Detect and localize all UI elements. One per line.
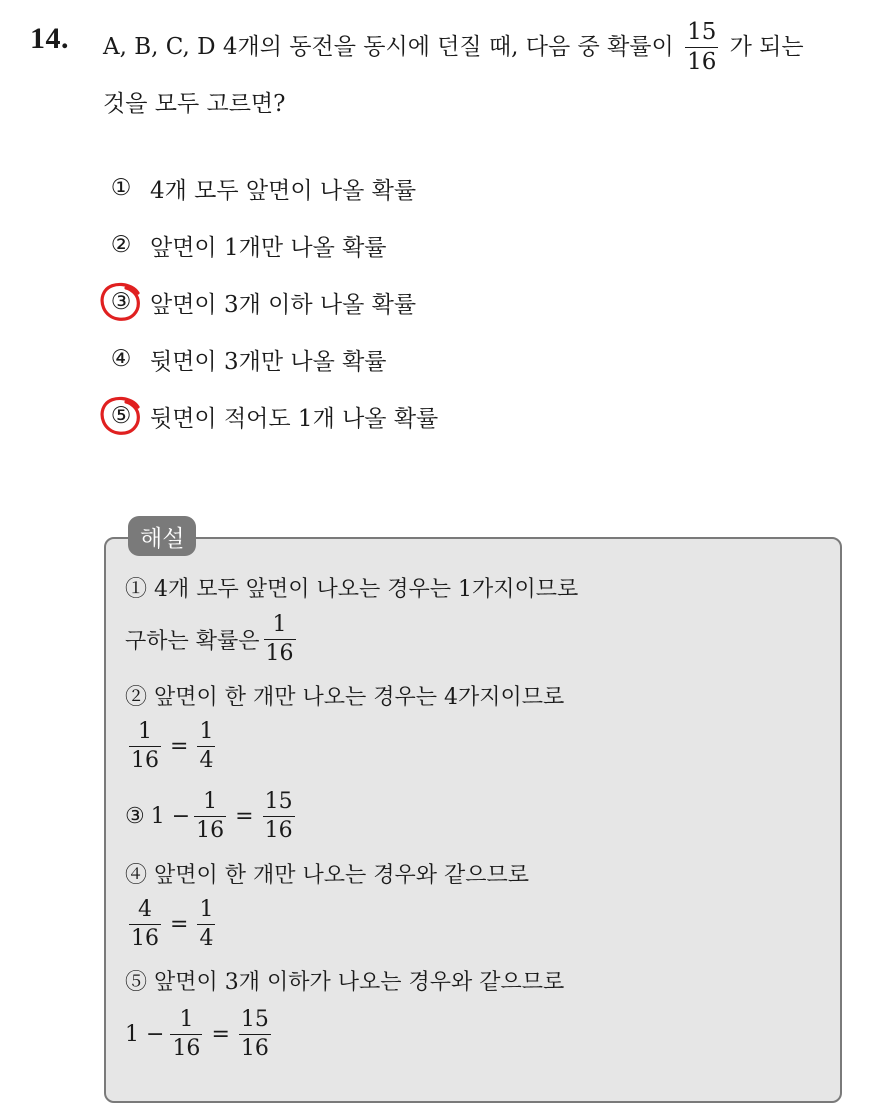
solution-line-5: ⑤ 앞면이 3개 이하가 나오는 경우와 같으므로 bbox=[125, 970, 565, 995]
fraction-numerator: 4 bbox=[138, 897, 152, 922]
solution-line-1b bbox=[125, 613, 300, 666]
fraction-denominator: 16 bbox=[131, 926, 159, 952]
fraction-denominator: 16 bbox=[265, 641, 294, 667]
choice-2[interactable] bbox=[104, 225, 387, 265]
fraction-denominator: 4 bbox=[199, 926, 214, 952]
choice-3-text: 앞면이 3개 이하 나올 확률 bbox=[150, 291, 417, 318]
solution-line-2: ② 앞면이 한 개만 나오는 경우는 4가지이므로 bbox=[125, 685, 565, 710]
eq-fraction-a bbox=[129, 898, 161, 951]
solution-1b-fraction bbox=[264, 613, 296, 666]
fraction-denominator: 16 bbox=[264, 818, 293, 844]
choice-1-mark: ① bbox=[110, 175, 132, 201]
fraction-numerator: 15 bbox=[687, 19, 717, 45]
eq-fraction-b bbox=[197, 720, 215, 773]
choice-2-text: 앞면이 1개만 나올 확률 bbox=[150, 234, 387, 261]
choice-3-mark bbox=[104, 289, 138, 315]
solution-line-4-eq bbox=[125, 898, 219, 951]
equals-sign: = bbox=[170, 912, 189, 938]
choice-5-mark-glyph: ⑤ bbox=[110, 403, 132, 429]
question-text: A, B, C, D 4개의 동전을 동시에 던질 때, 다음 중 확률이 bbox=[103, 33, 674, 60]
fraction-numerator: 1 bbox=[138, 719, 152, 744]
fraction-numerator: 1 bbox=[179, 1007, 194, 1032]
fraction-numerator: 1 bbox=[199, 897, 214, 922]
solution-line-2-eq bbox=[125, 720, 219, 773]
choice-1-text: 4개 모두 앞면이 나올 확률 bbox=[150, 177, 417, 204]
eq-fraction-a bbox=[170, 1008, 202, 1061]
equals-sign: = bbox=[235, 804, 254, 830]
eq-fraction-b bbox=[263, 790, 295, 843]
choice-1[interactable] bbox=[104, 168, 416, 208]
choice-4[interactable] bbox=[104, 339, 387, 379]
choice-4-text: 뒷면이 3개만 나올 확률 bbox=[150, 348, 387, 375]
solution-1b-prefix: 구하는 확률은 bbox=[125, 629, 260, 655]
eq-fraction-a bbox=[129, 720, 161, 773]
eq-lead: 1 − bbox=[125, 1022, 165, 1048]
equals-sign: = bbox=[170, 734, 189, 760]
equals-sign: = bbox=[211, 1022, 230, 1048]
fraction-numerator: 15 bbox=[240, 1007, 269, 1032]
choice-5-text: 뒷면이 적어도 1개 나올 확률 bbox=[150, 405, 439, 432]
choice-5[interactable] bbox=[104, 396, 438, 436]
question-line-1 bbox=[103, 20, 804, 76]
fraction-numerator: 1 bbox=[199, 719, 214, 744]
fraction-numerator: 1 bbox=[203, 789, 218, 814]
eq-fraction-b bbox=[239, 1008, 271, 1061]
fraction-denominator: 4 bbox=[199, 748, 214, 774]
eq-fraction-a bbox=[194, 790, 226, 843]
choice-3[interactable] bbox=[104, 282, 416, 322]
fraction-numerator: 1 bbox=[272, 612, 287, 637]
fraction-numerator: 15 bbox=[264, 789, 293, 814]
solution-line-5-eq bbox=[125, 1008, 275, 1061]
fraction-denominator: 16 bbox=[240, 1036, 269, 1062]
question-number: 14. bbox=[30, 22, 69, 55]
eq-lead: 1 − bbox=[150, 804, 191, 830]
fraction-denominator: 16 bbox=[131, 748, 159, 774]
question-text-tail: 가 되는 bbox=[729, 33, 804, 60]
fraction-denominator: 16 bbox=[196, 818, 225, 844]
choice-4-mark: ④ bbox=[110, 346, 132, 372]
choice-5-mark bbox=[104, 403, 138, 429]
solution-tab: 해설 bbox=[128, 516, 196, 556]
solution-line-4: ④ 앞면이 한 개만 나오는 경우와 같으므로 bbox=[125, 863, 529, 888]
solution-line-3 bbox=[125, 790, 299, 843]
eq-fraction-b bbox=[197, 898, 215, 951]
fraction-denominator: 16 bbox=[687, 49, 717, 76]
solution-line-1: ① 4개 모두 앞면이 나오는 경우는 1가지이므로 bbox=[125, 577, 579, 602]
fraction-denominator: 16 bbox=[172, 1036, 201, 1062]
choice-3-mark-glyph: ③ bbox=[110, 289, 132, 315]
solution-3-mark: ③ bbox=[125, 804, 145, 830]
choice-2-mark: ② bbox=[110, 232, 132, 258]
question-fraction bbox=[685, 20, 718, 76]
question-line-2: 것을 모두 고르면? bbox=[103, 91, 286, 117]
